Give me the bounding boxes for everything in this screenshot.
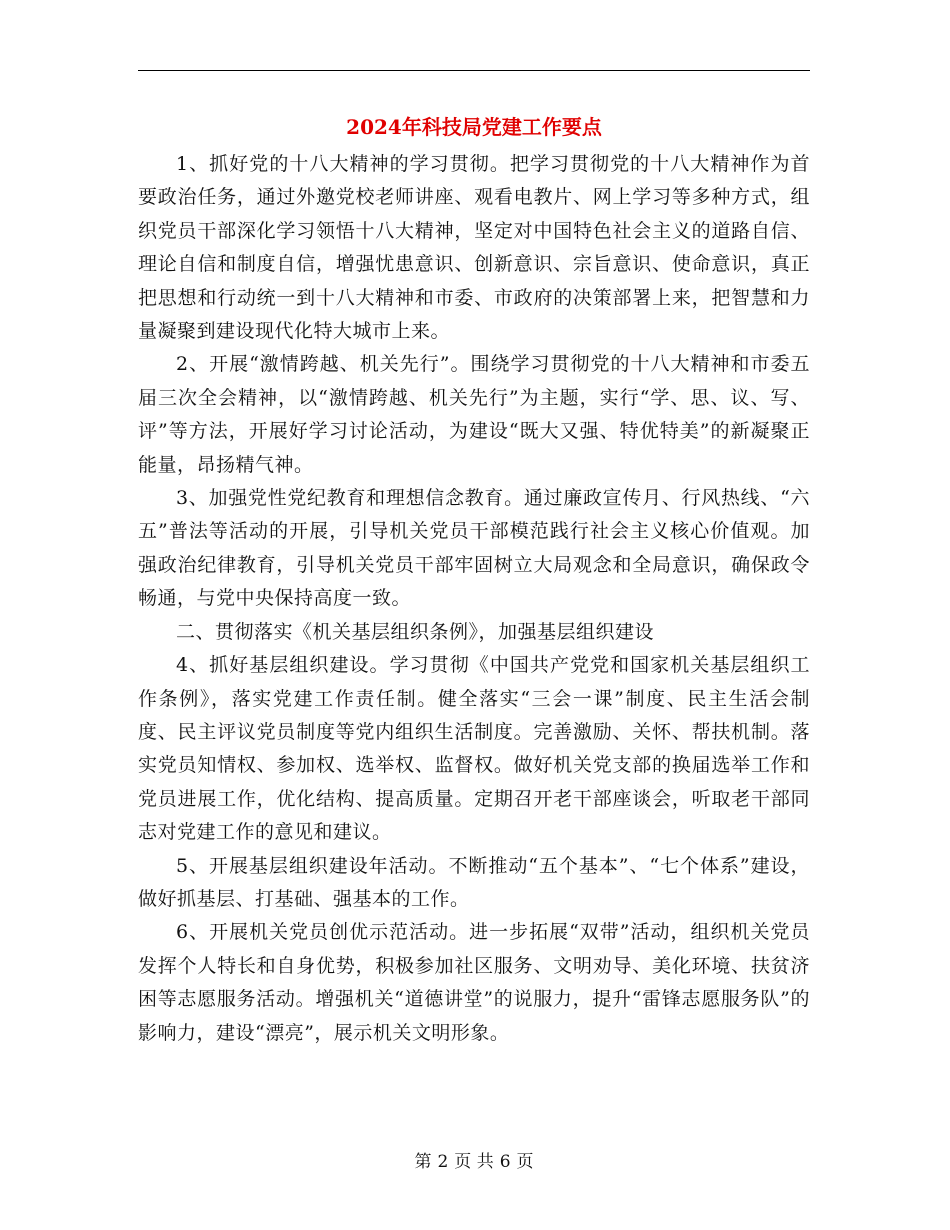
page-label-mid: 页 共 <box>454 1152 494 1172</box>
section-heading-2: 二、贯彻落实《机关基层组织条例》，加强基层组织建设 <box>176 620 655 643</box>
paragraph-1: 1、抓好党的十八大精神的学习贯彻。把学习贯彻党的十八大精神作为首要政治任务，通过外邀党校老师讲座、观看电教片、网上学习等多种方式，组织党员干部深化学习领悟十八大精神，坚定对中国特色社会主义的道路自信、理论自信和制度自信，增强忧患意识、创新意识、宗旨意识、使命意识，真正把思想和行动统一到十八大精神和市委、市政府的决策部署上来，把智慧和力量凝聚到建设现代化特大城市上来。 <box>138 153 810 343</box>
paragraph-4: 4、抓好基层组织建设。学习贯彻《中国共产党党和国家机关基层组织工作条例》，落实党建工作责任制。健全落实“三会一课”制度、民主生活会制度、民主评议党员制度等党内组织生活制度。完善激励、关怀、帮扶机制。落实党员知情权、参加权、选举权、监督权。做好机关党支部的换届选举工作和党员进展工作，优化结构、提高质量。定期召开老干部座谈会，听取老干部同志对党建工作的意见和建议。 <box>138 654 810 844</box>
current-page-number: 2 <box>437 1152 449 1172</box>
paragraph-5: 5、开展基层组织建设年活动。不断推动“五个基本”、“七个体系”建设，做好抓基层、打基础、强基本的工作。 <box>138 854 810 910</box>
paragraph-3: 3、加强党性党纪教育和理想信念教育。通过廉政宣传月、行风热线、“六五”普法等活动的开展，引导机关党员干部模范践行社会主义核心价值观。加强政治纪律教育，引导机关党员干部牢固树立大局观念和全局意识，确保政令畅通，与党中央保持高度一致。 <box>138 487 810 610</box>
document-title: 2024年科技局党建工作要点 <box>346 115 602 139</box>
paragraph-6: 6、开展机关党员创优示范活动。进一步拓展“双带”活动，组织机关党员发挥个人特长和自身优势，积极参加社区服务、文明劝导、美化环境、扶贫济困等志愿服务活动。增强机关“道德讲堂”的说服力，提升“雷锋志愿服务队”的影响力，建设“漂亮”，展示机关文明形象。 <box>138 921 810 1044</box>
page-label-suffix: 页 <box>516 1152 534 1172</box>
document-body <box>138 148 810 1050</box>
total-pages-number: 6 <box>499 1152 511 1172</box>
paragraph-2: 2、开展“激情跨越、机关先行”。围绕学习贯彻党的十八大精神和市委五届三次全会精神，以“激情跨越、机关先行”为主题，实行“学、思、议、写、评”等方法，开展好学习讨论活动，为建设“既大又强、特优特美”的新凝聚正能量，昂扬精气神。 <box>138 353 810 476</box>
page-label-prefix: 第 <box>414 1152 432 1172</box>
page-footer <box>138 1150 810 1174</box>
header-rule <box>138 70 810 71</box>
